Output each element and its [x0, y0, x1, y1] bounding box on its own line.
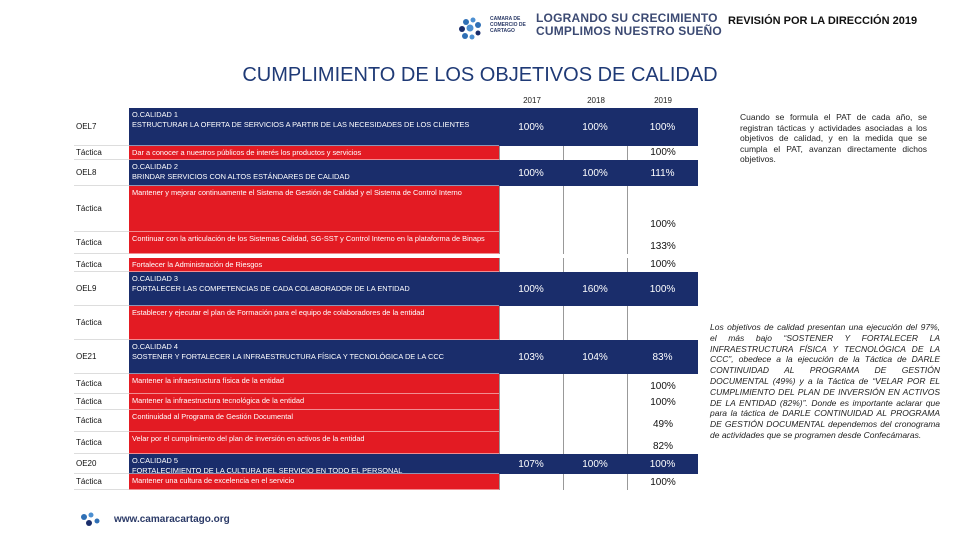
- value-2018: [563, 394, 627, 410]
- value-2017: [499, 474, 563, 490]
- execution-note: Los objetivos de calidad presentan una ejecución del 97%, el más bajo “SOSTENER Y FORTALECER LA INFRAESTRUCTURA FÍSICA Y TECNOLÓGICA DE LA CCC”, obedece a la ejecución de la Táctica de DARLE CONTINUIDAD AL PROGRAMA DE GESTIÓN DOCUMENTAL (49%) y a la Táctica de “VELAR POR EL CUMPLIMIENTO DEL PLAN DE INVERSIÓN EN ACTIVOS DE LA ENTIDAD (82%)”. Donde es importante aclarar que para la táctica de DARLE CONTINUIDAD AL PROGRAMA DE GESTIÓN DOCUMENTAL dependemos del cronograma de actividades que se programen desde Confecámaras.: [710, 322, 940, 440]
- row-description: [129, 474, 499, 490]
- footer-logo-icon: [76, 509, 110, 531]
- tactic-row: [74, 186, 698, 232]
- value-2017: 100%: [499, 160, 563, 186]
- row-desc-line-1: Dar a conocer a nuestros públicos de interés los productos y servicios: [132, 148, 362, 157]
- tactic-row: [74, 474, 698, 490]
- value-2018: 104%: [563, 340, 627, 374]
- value-2018: [563, 258, 627, 272]
- row-desc-line-1: Mantener una cultura de excelencia en el servicio: [132, 476, 295, 485]
- value-2019: 100%: [627, 272, 698, 306]
- value-2018: 100%: [563, 108, 627, 146]
- pat-note: Cuando se formula el PAT de cada año, se registran tácticas y actividades asociadas a los objetivos de calidad, y en la medida que se cumpla el PAT, avanzan directamente dichos objetivos.: [740, 112, 927, 164]
- row-description: [129, 272, 499, 306]
- value-2017: [499, 232, 563, 254]
- value-2019: 100%: [627, 374, 698, 394]
- tactic-row: [74, 232, 698, 254]
- tactic-row: [74, 374, 698, 394]
- tactic-row: [74, 410, 698, 432]
- row-code: Táctica: [74, 410, 129, 432]
- row-description: [129, 374, 499, 394]
- value-2019: 100%: [627, 454, 698, 474]
- page-title: CUMPLIMIENTO DE LOS OBJETIVOS DE CALIDAD: [242, 64, 718, 86]
- value-2017: 107%: [499, 454, 563, 474]
- org-name: CAMARA DE COMERCIO DE CARTAGO: [490, 16, 526, 34]
- row-desc-line-2: FORTALECER LAS COMPETENCIAS DE CADA COLABORADOR DE LA ENTIDAD: [132, 284, 410, 293]
- value-2019: 100%: [627, 394, 698, 410]
- row-code: OEL8: [74, 160, 129, 186]
- value-2018: [563, 474, 627, 490]
- row-desc-line-1: Fortalecer la Administración de Riesgos: [132, 260, 263, 269]
- row-desc-line-1: Mantener y mejorar continuamente el Sistema de Gestión de Calidad y el Sistema de Control Interno: [132, 188, 462, 197]
- row-description: [129, 108, 499, 146]
- value-2017: 100%: [499, 108, 563, 146]
- value-2017: 103%: [499, 340, 563, 374]
- row-code: Táctica: [74, 306, 129, 340]
- slogan-line-2: CUMPLIMOS NUESTRO SUEÑO: [536, 24, 722, 38]
- value-2019: 100%: [627, 258, 698, 272]
- objective-row: [74, 454, 698, 474]
- value-2019: 100%: [627, 108, 698, 146]
- row-desc-line-2: FORTALECIMIENTO DE LA CULTURA DEL SERVICIO EN TODO EL PERSONAL: [132, 466, 403, 474]
- value-2017: [499, 306, 563, 340]
- tactic-row: [74, 306, 698, 340]
- value-2019: 100%: [627, 186, 698, 232]
- value-2018: 100%: [563, 160, 627, 186]
- value-2018: 160%: [563, 272, 627, 306]
- row-desc-line-1: O.CALIDAD 1: [132, 110, 179, 119]
- objective-row: [74, 108, 698, 146]
- value-2017: 100%: [499, 272, 563, 306]
- row-description: [129, 454, 499, 474]
- value-2017: [499, 432, 563, 454]
- row-desc-line-1: Continuar con la articulación de los Sistemas Calidad, SG-SST y Control Interno en la plataforma de Binaps: [132, 234, 485, 243]
- row-desc-line-2: ESTRUCTURAR LA OFERTA DE SERVICIOS A PARTIR DE LAS NECESIDADES DE LOS CLIENTES: [132, 120, 470, 129]
- row-desc-line-1: Establecer y ejecutar el plan de Formación para el equipo de colaboradores de la entidad: [132, 308, 425, 317]
- value-2019: 100%: [627, 474, 698, 490]
- footer-url[interactable]: www.camaracartago.org: [114, 514, 230, 525]
- row-desc-line-1: Continuidad al Programa de Gestión Documental: [132, 412, 294, 421]
- row-code: OE21: [74, 340, 129, 374]
- objective-row: [74, 272, 698, 306]
- row-code: Táctica: [74, 258, 129, 272]
- row-code: Táctica: [74, 232, 129, 254]
- value-2017: [499, 258, 563, 272]
- value-2019: 133%: [627, 232, 698, 254]
- row-desc-line-2: BRINDAR SERVICIOS CON ALTOS ESTÁNDARES DE CALIDAD: [132, 172, 350, 181]
- objectives-table: [74, 96, 698, 494]
- slogan: [536, 12, 722, 38]
- row-desc-line-2: SOSTENER Y FORTALECER LA INFRAESTRUCTURA FÍSICA Y TECNOLÓGICA DE LA CCC: [132, 352, 444, 361]
- value-2018: [563, 146, 627, 160]
- row-description: [129, 340, 499, 374]
- row-code: Táctica: [74, 474, 129, 490]
- row-description: [129, 394, 499, 410]
- value-2017: [499, 146, 563, 160]
- year-header-2019: 2019: [654, 96, 672, 105]
- row-desc-line-1: Velar por el cumplimiento del plan de inversión en activos de la entidad: [132, 434, 365, 443]
- value-2018: [563, 374, 627, 394]
- value-2017: [499, 186, 563, 232]
- value-2019: 82%: [627, 432, 698, 454]
- tactic-row: [74, 146, 698, 160]
- row-description: [129, 306, 499, 340]
- row-desc-line-1: Mantener la infraestructura física de la entidad: [132, 376, 285, 385]
- year-header-2017: 2017: [523, 96, 541, 105]
- row-code: Táctica: [74, 374, 129, 394]
- row-desc-line-1: O.CALIDAD 3: [132, 274, 179, 283]
- row-code: OEL9: [74, 272, 129, 306]
- value-2019: 100%: [627, 146, 698, 160]
- row-description: [129, 146, 499, 160]
- objective-row: [74, 340, 698, 374]
- tactic-row: [74, 432, 698, 454]
- row-code: OEL7: [74, 108, 129, 146]
- row-code: Táctica: [74, 186, 129, 232]
- row-description: [129, 160, 499, 186]
- year-header-2018: 2018: [587, 96, 605, 105]
- value-2018: [563, 232, 627, 254]
- tactic-row: [74, 258, 698, 272]
- row-desc-line-1: O.CALIDAD 5: [132, 456, 179, 465]
- row-code: Táctica: [74, 394, 129, 410]
- value-2019: [627, 306, 698, 340]
- row-code: Táctica: [74, 146, 129, 160]
- tactic-row: [74, 394, 698, 410]
- row-description: [129, 410, 499, 432]
- row-desc-line-1: Mantener la infraestructura tecnológica de la entidad: [132, 396, 305, 405]
- chamber-logo-icon: [456, 14, 486, 44]
- value-2018: [563, 432, 627, 454]
- row-code: Táctica: [74, 432, 129, 454]
- value-2019: 111%: [627, 160, 698, 186]
- value-2019: 83%: [627, 340, 698, 374]
- value-2019: 49%: [627, 410, 698, 432]
- value-2017: [499, 394, 563, 410]
- row-description: [129, 258, 499, 272]
- row-desc-line-1: O.CALIDAD 4: [132, 342, 179, 351]
- row-description: [129, 232, 499, 254]
- value-2017: [499, 410, 563, 432]
- slogan-line-1: LOGRANDO SU CRECIMIENTO: [536, 11, 718, 25]
- objective-row: [74, 160, 698, 186]
- row-desc-line-1: O.CALIDAD 2: [132, 162, 179, 171]
- value-2018: [563, 186, 627, 232]
- value-2018: [563, 410, 627, 432]
- value-2017: [499, 374, 563, 394]
- row-code: OE20: [74, 454, 129, 474]
- row-description: [129, 186, 499, 232]
- section-title: REVISIÓN POR LA DIRECCIÓN 2019: [728, 15, 918, 27]
- value-2018: 100%: [563, 454, 627, 474]
- value-2018: [563, 306, 627, 340]
- row-description: [129, 432, 499, 454]
